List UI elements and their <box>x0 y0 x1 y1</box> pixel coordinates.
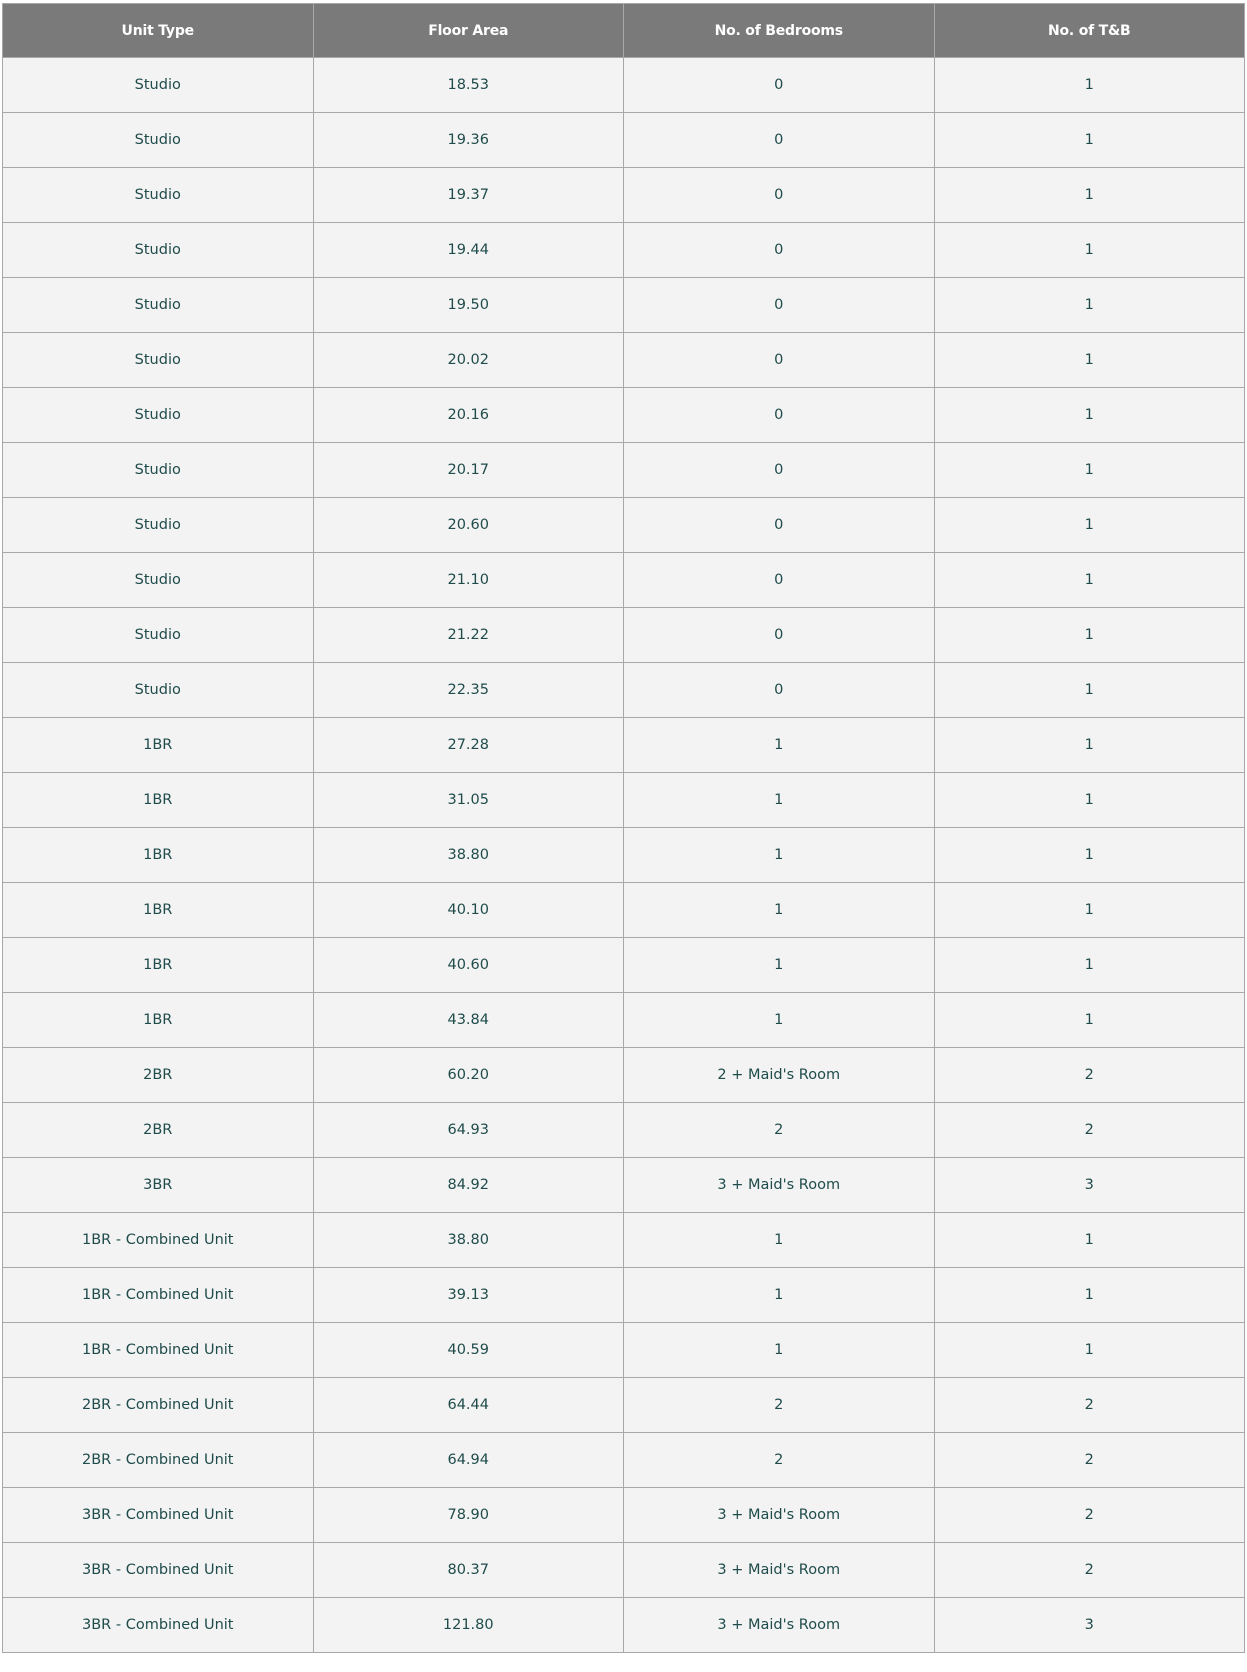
cell-toilet-bath: 3 <box>934 1598 1245 1653</box>
cell-toilet-bath: 2 <box>934 1103 1245 1158</box>
cell-bedrooms: 3 + Maid's Room <box>624 1158 935 1213</box>
table-row <box>3 608 1245 663</box>
cell-unit-type: Studio <box>3 388 314 443</box>
cell-toilet-bath: 1 <box>934 278 1245 333</box>
cell-unit-type: 1BR <box>3 938 314 993</box>
cell-bedrooms: 0 <box>624 443 935 498</box>
table-row <box>3 718 1245 773</box>
cell-unit-type: 1BR <box>3 773 314 828</box>
cell-unit-type: Studio <box>3 443 314 498</box>
cell-bedrooms: 0 <box>624 608 935 663</box>
unit-types-table-container <box>2 3 1245 1653</box>
cell-bedrooms: 0 <box>624 388 935 443</box>
cell-bedrooms: 0 <box>624 498 935 553</box>
cell-toilet-bath: 1 <box>934 333 1245 388</box>
cell-bedrooms: 1 <box>624 1268 935 1323</box>
table-row <box>3 1598 1245 1653</box>
cell-unit-type: 1BR <box>3 828 314 883</box>
cell-bedrooms: 0 <box>624 223 935 278</box>
cell-unit-type: Studio <box>3 58 314 113</box>
cell-unit-type: 3BR - Combined Unit <box>3 1488 314 1543</box>
cell-unit-type: 3BR - Combined Unit <box>3 1543 314 1598</box>
cell-toilet-bath: 1 <box>934 168 1245 223</box>
cell-floor-area: 38.80 <box>313 828 624 883</box>
cell-bedrooms: 1 <box>624 993 935 1048</box>
cell-toilet-bath: 2 <box>934 1488 1245 1543</box>
table-row <box>3 1433 1245 1488</box>
cell-toilet-bath: 1 <box>934 498 1245 553</box>
cell-floor-area: 20.17 <box>313 443 624 498</box>
table-row <box>3 1378 1245 1433</box>
cell-bedrooms: 1 <box>624 883 935 938</box>
table-row <box>3 883 1245 938</box>
cell-toilet-bath: 1 <box>934 663 1245 718</box>
cell-bedrooms: 0 <box>624 553 935 608</box>
table-row <box>3 663 1245 718</box>
cell-floor-area: 19.36 <box>313 113 624 168</box>
cell-bedrooms: 0 <box>624 333 935 388</box>
cell-unit-type: 3BR <box>3 1158 314 1213</box>
cell-toilet-bath: 1 <box>934 553 1245 608</box>
cell-floor-area: 18.53 <box>313 58 624 113</box>
cell-floor-area: 40.10 <box>313 883 624 938</box>
table-body <box>3 58 1245 1653</box>
cell-unit-type: 2BR - Combined Unit <box>3 1433 314 1488</box>
cell-floor-area: 64.44 <box>313 1378 624 1433</box>
cell-toilet-bath: 1 <box>934 883 1245 938</box>
cell-bedrooms: 3 + Maid's Room <box>624 1598 935 1653</box>
cell-bedrooms: 0 <box>624 168 935 223</box>
cell-bedrooms: 3 + Maid's Room <box>624 1543 935 1598</box>
cell-bedrooms: 3 + Maid's Room <box>624 1488 935 1543</box>
cell-unit-type: 1BR <box>3 883 314 938</box>
table-row <box>3 58 1245 113</box>
cell-unit-type: Studio <box>3 553 314 608</box>
cell-unit-type: Studio <box>3 278 314 333</box>
cell-floor-area: 38.80 <box>313 1213 624 1268</box>
cell-unit-type: 1BR - Combined Unit <box>3 1323 314 1378</box>
cell-bedrooms: 1 <box>624 1323 935 1378</box>
cell-toilet-bath: 1 <box>934 388 1245 443</box>
cell-floor-area: 84.92 <box>313 1158 624 1213</box>
cell-toilet-bath: 1 <box>934 443 1245 498</box>
cell-floor-area: 39.13 <box>313 1268 624 1323</box>
cell-unit-type: 1BR <box>3 993 314 1048</box>
table-row <box>3 1048 1245 1103</box>
cell-toilet-bath: 1 <box>934 223 1245 278</box>
table-row <box>3 278 1245 333</box>
cell-floor-area: 31.05 <box>313 773 624 828</box>
table-row <box>3 498 1245 553</box>
table-row <box>3 828 1245 883</box>
cell-floor-area: 20.60 <box>313 498 624 553</box>
cell-unit-type: Studio <box>3 223 314 278</box>
cell-floor-area: 43.84 <box>313 993 624 1048</box>
unit-types-table <box>2 3 1245 1653</box>
cell-bedrooms: 2 <box>624 1378 935 1433</box>
cell-floor-area: 60.20 <box>313 1048 624 1103</box>
cell-unit-type: 3BR - Combined Unit <box>3 1598 314 1653</box>
cell-bedrooms: 1 <box>624 773 935 828</box>
cell-toilet-bath: 2 <box>934 1048 1245 1103</box>
cell-unit-type: 1BR - Combined Unit <box>3 1268 314 1323</box>
cell-floor-area: 19.44 <box>313 223 624 278</box>
header-floor-area: Floor Area <box>313 4 624 58</box>
table-row <box>3 1213 1245 1268</box>
cell-unit-type: 2BR <box>3 1048 314 1103</box>
cell-bedrooms: 1 <box>624 718 935 773</box>
cell-floor-area: 27.28 <box>313 718 624 773</box>
table-row <box>3 1488 1245 1543</box>
table-row <box>3 168 1245 223</box>
cell-bedrooms: 0 <box>624 663 935 718</box>
cell-unit-type: 2BR - Combined Unit <box>3 1378 314 1433</box>
cell-toilet-bath: 1 <box>934 1213 1245 1268</box>
cell-toilet-bath: 1 <box>934 938 1245 993</box>
cell-bedrooms: 1 <box>624 1213 935 1268</box>
cell-toilet-bath: 3 <box>934 1158 1245 1213</box>
table-row <box>3 333 1245 388</box>
cell-unit-type: Studio <box>3 333 314 388</box>
cell-toilet-bath: 1 <box>934 718 1245 773</box>
table-row <box>3 1103 1245 1158</box>
table-row <box>3 1323 1245 1378</box>
cell-floor-area: 21.22 <box>313 608 624 663</box>
cell-floor-area: 19.37 <box>313 168 624 223</box>
table-row <box>3 1268 1245 1323</box>
cell-unit-type: 1BR <box>3 718 314 773</box>
table-row <box>3 113 1245 168</box>
cell-floor-area: 20.02 <box>313 333 624 388</box>
cell-floor-area: 40.60 <box>313 938 624 993</box>
cell-floor-area: 22.35 <box>313 663 624 718</box>
cell-unit-type: Studio <box>3 168 314 223</box>
cell-toilet-bath: 1 <box>934 828 1245 883</box>
cell-unit-type: Studio <box>3 498 314 553</box>
cell-unit-type: 1BR - Combined Unit <box>3 1213 314 1268</box>
cell-floor-area: 19.50 <box>313 278 624 333</box>
cell-bedrooms: 0 <box>624 58 935 113</box>
header-toilet-bath: No. of T&B <box>934 4 1245 58</box>
cell-bedrooms: 2 + Maid's Room <box>624 1048 935 1103</box>
table-row <box>3 443 1245 498</box>
header-row <box>3 4 1245 58</box>
cell-floor-area: 64.94 <box>313 1433 624 1488</box>
cell-bedrooms: 0 <box>624 113 935 168</box>
cell-toilet-bath: 2 <box>934 1543 1245 1598</box>
cell-toilet-bath: 2 <box>934 1433 1245 1488</box>
cell-toilet-bath: 1 <box>934 1323 1245 1378</box>
cell-floor-area: 64.93 <box>313 1103 624 1158</box>
cell-unit-type: 2BR <box>3 1103 314 1158</box>
table-row <box>3 553 1245 608</box>
table-header <box>3 4 1245 58</box>
header-bedrooms: No. of Bedrooms <box>624 4 935 58</box>
cell-floor-area: 21.10 <box>313 553 624 608</box>
cell-bedrooms: 2 <box>624 1103 935 1158</box>
cell-unit-type: Studio <box>3 663 314 718</box>
table-row <box>3 993 1245 1048</box>
table-row <box>3 1158 1245 1213</box>
cell-toilet-bath: 1 <box>934 993 1245 1048</box>
cell-floor-area: 121.80 <box>313 1598 624 1653</box>
header-unit-type: Unit Type <box>3 4 314 58</box>
cell-toilet-bath: 2 <box>934 1378 1245 1433</box>
cell-unit-type: Studio <box>3 113 314 168</box>
cell-bedrooms: 1 <box>624 828 935 883</box>
cell-bedrooms: 2 <box>624 1433 935 1488</box>
table-row <box>3 1543 1245 1598</box>
cell-toilet-bath: 1 <box>934 58 1245 113</box>
cell-toilet-bath: 1 <box>934 113 1245 168</box>
cell-toilet-bath: 1 <box>934 1268 1245 1323</box>
cell-floor-area: 78.90 <box>313 1488 624 1543</box>
table-row <box>3 223 1245 278</box>
table-row <box>3 773 1245 828</box>
cell-bedrooms: 0 <box>624 278 935 333</box>
cell-toilet-bath: 1 <box>934 608 1245 663</box>
cell-floor-area: 40.59 <box>313 1323 624 1378</box>
cell-toilet-bath: 1 <box>934 773 1245 828</box>
cell-bedrooms: 1 <box>624 938 935 993</box>
cell-floor-area: 80.37 <box>313 1543 624 1598</box>
table-row <box>3 388 1245 443</box>
table-row <box>3 938 1245 993</box>
cell-floor-area: 20.16 <box>313 388 624 443</box>
cell-unit-type: Studio <box>3 608 314 663</box>
